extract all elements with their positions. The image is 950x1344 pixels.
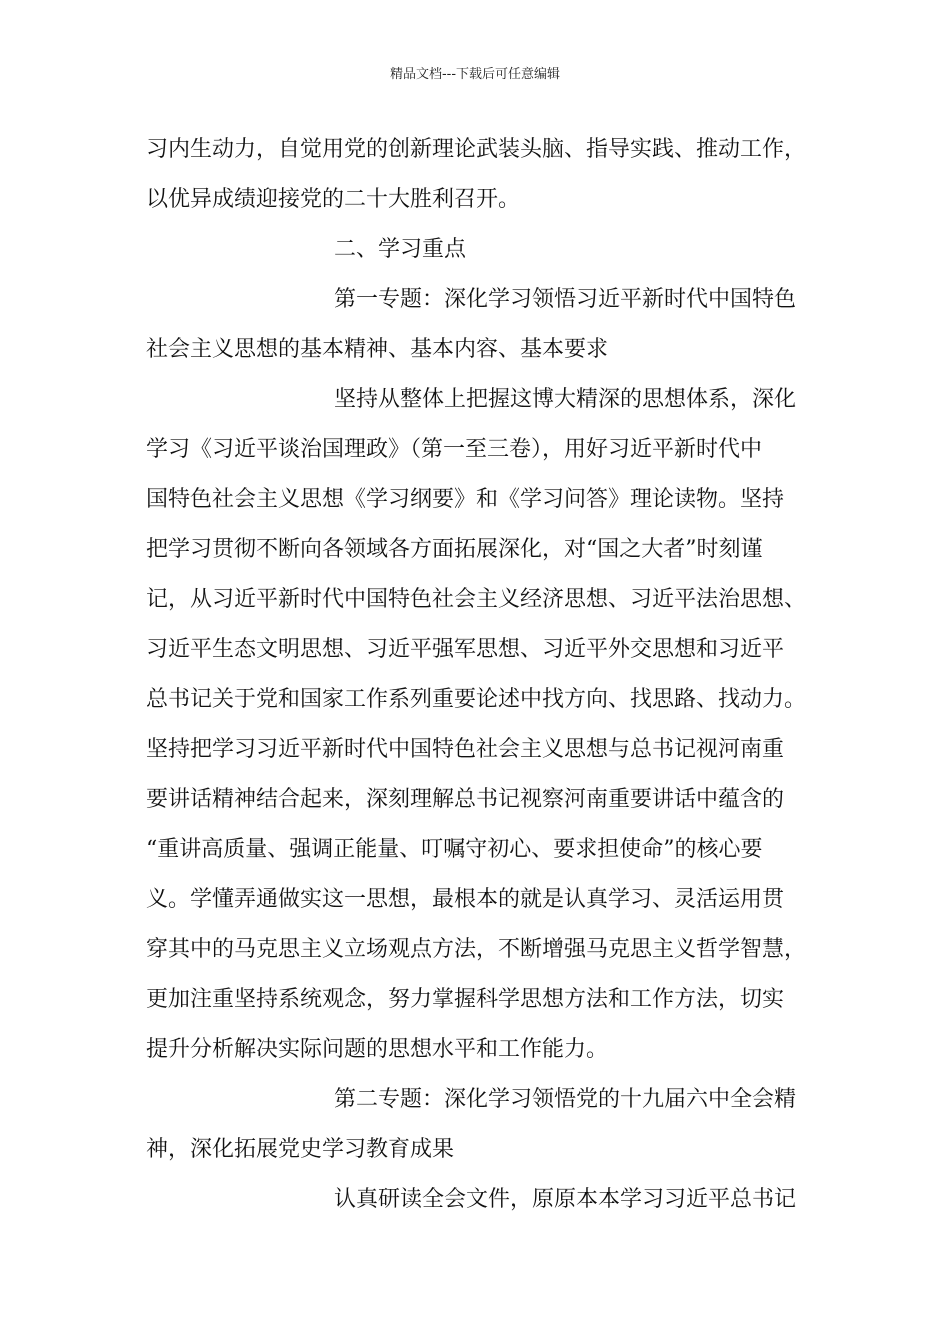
topic-heading: 第一专题：深化学习领悟习近平新时代中国特色	[334, 287, 797, 312]
text-line: 把学习贯彻不断向各领域各方面拓展深化，对“国之大者”时刻谨	[146, 537, 763, 562]
text-line: 习内生动力，自觉用党的创新理论武装头脑、指导实践、推动工作，	[146, 137, 807, 162]
topic-heading-continued: 社会主义思想的基本精神、基本内容、基本要求	[146, 337, 609, 362]
text-line: 以优异成绩迎接党的二十大胜利召开。	[146, 187, 521, 212]
topic-heading-continued: 神，深化拓展党史学习教育成果	[146, 1137, 455, 1162]
text-line: 国特色社会主义思想《学习纲要》和《学习问答》理论读物。坚持	[146, 487, 785, 512]
text-line: 更加注重坚持系统观念，努力掌握科学思想方法和工作方法，切实	[146, 987, 785, 1012]
text-line: 要讲话精神结合起来，深刻理解总书记视察河南重要讲话中蕴含的	[146, 787, 785, 812]
text-line: 穿其中的马克思主义立场观点方法，不断增强马克思主义哲学智慧，	[146, 937, 807, 962]
text-line: 坚持把学习习近平新时代中国特色社会主义思想与总书记视河南重	[146, 737, 785, 762]
text-line: 总书记关于党和国家工作系列重要论述中找方向、找思路、找动力。	[146, 687, 807, 712]
section-heading: 二、学习重点	[334, 237, 467, 262]
page-header: 精品文档---下载后可任意编辑	[389, 67, 561, 82]
text-line: 学习《习近平谈治国理政》（第一至三卷），用好习近平新时代中	[146, 437, 763, 462]
paragraph-first-line: 坚持从整体上把握这博大精深的思想体系，深化	[334, 387, 797, 412]
text-line: 义。学懂弄通做实这一思想，最根本的就是认真学习、灵活运用贯	[146, 887, 785, 912]
topic-heading: 第二专题：深化学习领悟党的十九届六中全会精	[334, 1087, 797, 1112]
text-line: “重讲高质量、强调正能量、叮嘱守初心、要求担使命”的核心要	[146, 837, 763, 862]
text-line: 提升分析解决实际问题的思想水平和工作能力。	[146, 1037, 609, 1062]
text-line: 记，从习近平新时代中国特色社会主义经济思想、习近平法治思想、	[146, 587, 807, 612]
text-line: 习近平生态文明思想、习近平强军思想、习近平外交思想和习近平	[146, 637, 785, 662]
paragraph-first-line: 认真研读全会文件，原原本本学习习近平总书记	[334, 1187, 797, 1212]
